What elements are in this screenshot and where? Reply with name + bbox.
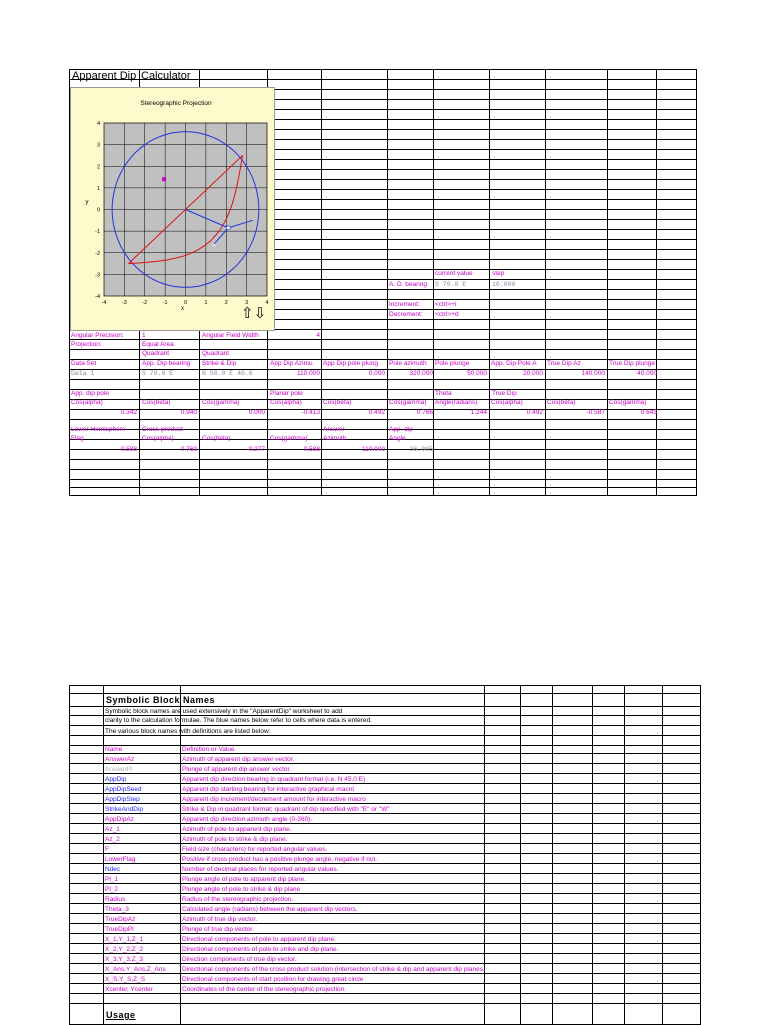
block-definition-2: Apparent dip direction bearing in quadrant format (i.e. N 45.0 E)	[182, 776, 366, 783]
stereographic-projection-chart[interactable]	[70, 87, 275, 331]
grid-col-line	[545, 69, 546, 496]
cross-value-5: 36.005	[409, 446, 433, 453]
grid-row-line	[69, 903, 701, 904]
data-header-6: Pole plunge	[435, 360, 470, 367]
data-value-6[interactable]: 50.000	[467, 370, 487, 377]
data-header-9: True Dip plunge	[609, 360, 656, 367]
quadrant-label-2: Quadrant	[202, 350, 230, 357]
data-value-8[interactable]: 140.000	[581, 370, 605, 377]
block-definition-20: Direction components of true dip vector.	[182, 956, 297, 963]
grid-row-line	[69, 773, 701, 774]
app-dip-label: App. dip	[389, 426, 413, 433]
pole-value-1: 0.940	[180, 409, 197, 416]
block-definition-14: Radius of the stereographic projection.	[182, 896, 294, 903]
data-value-9[interactable]: 40.000	[637, 370, 657, 377]
block-definition-19: Directional components of pole to strike and dip plane.	[182, 946, 339, 953]
grid-col-line	[607, 69, 608, 496]
block-name-15: Theta_3	[105, 906, 129, 913]
intro-line-2: clarity to the calculation formulae. The blue names below refer to cells where data is entered.	[105, 717, 372, 724]
block-definition-7: Azimuth of pole to apparent dip plane.	[182, 826, 292, 833]
y-tick-label: 4	[96, 121, 100, 127]
grid-row-line	[69, 479, 697, 480]
definition-column-header: Definition or Value	[182, 746, 235, 753]
theta-label: Theta	[435, 390, 452, 397]
grid-row-line	[69, 725, 701, 726]
name-column-header: Name	[105, 746, 123, 753]
block-definition-23: Coordinates of the center of the stereographic projection.	[182, 986, 347, 993]
data-value-7[interactable]: 20.000	[523, 370, 543, 377]
grid-row-line	[69, 495, 697, 496]
grid-row-line	[69, 1003, 701, 1004]
grid-row-line	[69, 783, 701, 784]
cross-value-0: 0.588	[120, 446, 137, 453]
grid-row-line	[69, 933, 701, 934]
grid-row-line	[69, 893, 701, 894]
stereonet-plot	[71, 88, 274, 330]
block-definition-12: Plunge angle of pole to apparent dip plane.	[182, 876, 306, 883]
projection-label: Projection:	[71, 341, 102, 348]
data-header-3: App Dip Azimu	[270, 360, 313, 367]
answer-marker	[226, 226, 230, 230]
pole-value-6: 1.244	[470, 409, 487, 416]
grid-row-line	[69, 803, 701, 804]
block-name-12: Pl_1	[105, 876, 119, 883]
grid-row-line	[69, 793, 701, 794]
flag-label: Flag	[71, 435, 84, 442]
block-definition-4: Apparent dip increment/decrement amount for interactive macro	[182, 796, 366, 803]
grid-col-line	[489, 69, 490, 496]
y-tick-label: 2	[96, 164, 100, 171]
grid-row-line	[69, 953, 701, 954]
pole-header-5: Cos(gamma)	[389, 399, 427, 406]
data-value-1[interactable]: S 70.0 E	[142, 370, 174, 377]
block-definition-5: Strike & Dip in quadrant format; quadrant of dip specified with "E" or "W"	[182, 806, 390, 813]
x-tick-label: 2	[224, 300, 228, 306]
y-tick-label: -3	[95, 272, 100, 279]
data-value-3[interactable]: 110.000	[296, 370, 320, 377]
grid-col-line	[696, 69, 697, 496]
pole-value-7: 0.492	[526, 409, 543, 416]
x-tick-label: 1	[204, 300, 208, 306]
grid-row-line	[69, 419, 697, 420]
block-definition-15: Calculated angle (radians) between the apparent dip vectors.	[182, 906, 358, 913]
cross-header-0: Cos(alpha)	[142, 435, 174, 442]
pole-value-8: -0.587	[586, 409, 605, 416]
data-header-4: App Dip pole plung	[323, 360, 378, 367]
x-tick-label: 3	[245, 300, 249, 306]
grid-row-line	[69, 339, 697, 340]
block-name-0: AnswerAz	[105, 756, 135, 763]
x-tick-label: -2	[142, 300, 148, 306]
grid-row-line	[69, 923, 701, 924]
pole-header-6: Angle(radians)	[435, 399, 478, 406]
y-tick-label: -4	[95, 294, 100, 300]
block-name-10: LowerFlag	[105, 856, 136, 863]
angular-field-width-label: Angular Field Width	[202, 332, 259, 339]
answer-label: Answer	[323, 426, 345, 433]
block-definition-17: Plunge of true dip vector.	[182, 926, 254, 933]
pole-header-2: Cos(gamma)	[202, 399, 240, 406]
grid-row-line	[69, 843, 701, 844]
block-name-1: AnswerPl	[105, 766, 133, 773]
sheet-title-apparent-dip: Apparent Dip	[72, 70, 137, 82]
pole-header-8: Cos(beta)	[547, 399, 576, 406]
cross-product-label: Cross-product	[142, 426, 183, 433]
cross-value-3: 0.588	[303, 446, 320, 453]
decrement-shortcut: <ctrl>+d	[435, 311, 459, 318]
pole-value-0: 0.342	[120, 409, 137, 416]
block-definition-11: Number of decimal places for reported angular values.	[182, 866, 339, 873]
projection-value[interactable]: Equal Area	[142, 341, 174, 348]
y-axis-label: y	[85, 199, 89, 206]
block-name-23: Xcenter, Ycenter	[105, 986, 153, 993]
block-definition-13: Plunge angle of pole to strike & dip plane	[182, 886, 301, 893]
grid-row-line	[69, 863, 701, 864]
block-name-4: AppDipStep	[105, 796, 140, 803]
grid-row-line	[69, 883, 701, 884]
lower-hemisphere-label: Lower Hemisphere	[71, 426, 126, 433]
pole-value-9: 0.643	[640, 409, 657, 416]
angular-precision-value[interactable]: 1	[142, 332, 146, 339]
data-header-5: Pole azimuth	[389, 360, 427, 367]
data-header-7: App. Dip Pole A	[491, 360, 537, 367]
block-name-5: StrikeAndDip	[105, 806, 143, 813]
chart-title: Stereographic Projection	[140, 100, 212, 107]
grid-row-line	[69, 753, 701, 754]
block-definition-10: Positive if cross product has a positive plunge angle, negative if not.	[182, 856, 378, 863]
cross-header-2: Cos(gamma)	[270, 435, 308, 442]
pole-header-3: Cos(alpha)	[270, 399, 302, 406]
grid-row-line	[69, 389, 697, 390]
pole-header-1: Cos(beta)	[142, 399, 171, 406]
block-name-18: X_1,Y_1,Z_1	[105, 936, 143, 943]
planar-pole-label: Planar pole	[270, 390, 303, 397]
increment-label: Increment:	[389, 301, 420, 308]
block-name-2: AppDip	[105, 776, 127, 783]
block-definition-6: Apparent dip direction azimuth angle (0-360).	[182, 816, 313, 823]
grid-row-line	[69, 833, 701, 834]
data-header-2: Strike & Dip	[202, 360, 237, 367]
interactive-arrows[interactable]: ⇧⇩	[241, 305, 267, 322]
cross-value-4: 110.000	[361, 446, 385, 453]
block-name-13: Pl_2	[105, 886, 119, 893]
decrement-label: Decrement:	[389, 311, 423, 318]
block-name-8: Az_2	[105, 836, 120, 843]
block-definition-0: Azimuth of apparent dip answer vector.	[182, 756, 295, 763]
cross-header-1: Cos(beta)	[202, 435, 231, 442]
y-tick-label: -2	[95, 250, 100, 257]
block-definition-22: Directional components of start position for drawing great circle	[182, 976, 364, 983]
pole-marker	[162, 177, 166, 181]
usage-title: Usage	[106, 1010, 136, 1020]
grid-row-line	[69, 706, 701, 707]
block-name-7: Az_1	[105, 826, 120, 833]
grid-col-line	[433, 69, 434, 496]
block-definition-18: Directional components of pole to apparent dip plane.	[182, 936, 336, 943]
grid-row-line	[69, 763, 701, 764]
pole-header-7: Cos(alpha)	[491, 399, 523, 406]
ad-bearing-label: A. D. bearing	[389, 281, 427, 288]
grid-row-line	[69, 963, 701, 964]
grid-row-line	[69, 983, 701, 984]
intro-line-3: The various block names with definitions are listed below:	[105, 728, 271, 735]
block-name-11: Ndec	[105, 866, 121, 873]
data-value-4[interactable]: 0.000	[368, 370, 385, 377]
y-tick-label: -1	[95, 229, 100, 236]
cross-header-4: Angle	[389, 435, 406, 442]
grid-row-line	[69, 459, 697, 460]
grid-row-line	[69, 993, 701, 994]
x-axis-label: x	[181, 306, 184, 312]
grid-row-line	[69, 693, 701, 694]
app-dip-pole-label: App. dip pole	[71, 390, 109, 397]
block-name-9: F	[105, 846, 109, 853]
sheet-title-calculator: Calculator	[141, 70, 191, 82]
block-name-20: X_3,Y_3,Z_3	[105, 956, 143, 963]
x-tick-label: -1	[162, 300, 168, 306]
grid-row-line	[69, 913, 701, 914]
angular-precision-label: Angular Precision:	[71, 332, 124, 339]
quadrant-label-1: Quadrant	[142, 350, 170, 357]
data-value-2[interactable]: N 50.0 E 40.0	[202, 370, 253, 377]
grid-row-line	[69, 487, 697, 488]
pole-value-5: 0.766	[416, 409, 433, 416]
grid-row-line	[69, 853, 701, 854]
block-name-19: X_2,Y_2,Z_2	[105, 946, 143, 953]
block-name-16: TrueDipAz	[105, 916, 136, 923]
grid-row-line	[69, 873, 701, 874]
symbolic-names-sheet	[69, 685, 701, 1025]
plot-area	[86, 121, 269, 312]
block-name-22: X_S,Y_S,Z_S	[105, 976, 146, 983]
grid-col-line	[387, 69, 388, 496]
data-value-0[interactable]: Data 1	[71, 370, 95, 377]
ad-bearing-value[interactable]: S 70.0 E	[435, 281, 467, 288]
angular-field-width-value[interactable]: 4	[316, 332, 320, 339]
pole-value-2: 0.000	[248, 409, 265, 416]
block-name-3: AppDipSeed	[105, 786, 142, 793]
block-definition-3: Apparent dip starting bearing for interactive graphical macro	[182, 786, 355, 793]
grid-row-line	[69, 469, 697, 470]
true-dip-label: True Dip	[492, 390, 517, 397]
cross-value-2: -0.277	[246, 446, 265, 453]
x-tick-label: 4	[265, 300, 269, 306]
grid-row-line	[69, 745, 701, 746]
data-header-1: App. Dip bearing	[142, 360, 191, 367]
block-definition-21: Directional components of the cross product solution (intersection of strike & dip and apparent dip planes.	[182, 966, 485, 973]
pole-value-4: 0.492	[368, 409, 385, 416]
data-header-8: True Dip Az	[547, 360, 581, 367]
grid-row-line	[69, 379, 697, 380]
y-tick-label: 0	[96, 207, 100, 214]
y-tick-label: 3	[96, 142, 100, 149]
block-definition-9: Field size (characters) for reported angular values.	[182, 846, 328, 853]
data-header-0: Data Set	[71, 360, 97, 367]
intro-line-1: Symbolic block names are used extensively in the "ApparentDip" worksheet to add	[105, 708, 343, 715]
step-label: step	[492, 270, 505, 277]
grid-row-line	[69, 823, 701, 824]
pole-header-0: Cos(alpha)	[71, 399, 103, 406]
cross-header-3: Azimuth	[323, 435, 347, 442]
block-name-6: AppDipAz	[105, 816, 134, 823]
y-tick-label: 1	[96, 185, 100, 192]
block-name-21: X_Ans,Y_Ans,Z_Ans	[105, 966, 166, 973]
symbolic-block-names-title: Symbolic Block Names	[106, 695, 216, 705]
block-definition-16: Azimuth of true dip vector.	[182, 916, 258, 923]
pole-value-3: -0.413	[301, 409, 320, 416]
grid-row-line	[69, 943, 701, 944]
x-tick-label: 0	[183, 300, 188, 306]
grid-row-line	[69, 685, 701, 686]
current-value-label: current value	[435, 270, 473, 277]
increment-shortcut: <ctrl>+i	[435, 301, 457, 308]
x-tick-label: -3	[121, 300, 127, 306]
block-name-14: Radius	[105, 896, 126, 903]
pole-header-9: Cos(gamma)	[609, 399, 647, 406]
step-value[interactable]: 10.000	[492, 281, 516, 288]
x-tick-label: -4	[101, 300, 107, 306]
block-definition-8: Azimuth of pole to strike & dip plane.	[182, 836, 288, 843]
block-definition-1: Plunge of apparent dip answer vector.	[182, 766, 292, 773]
data-value-5[interactable]: 320.000	[409, 370, 433, 377]
grid-col-line	[321, 69, 322, 496]
block-name-17: TrueDipPl	[105, 926, 134, 933]
true-dip-marker: ×	[211, 242, 217, 250]
grid-col-line	[656, 69, 657, 496]
cross-value-1: 0.760	[180, 446, 197, 453]
pole-header-4: Cos(beta)	[323, 399, 352, 406]
